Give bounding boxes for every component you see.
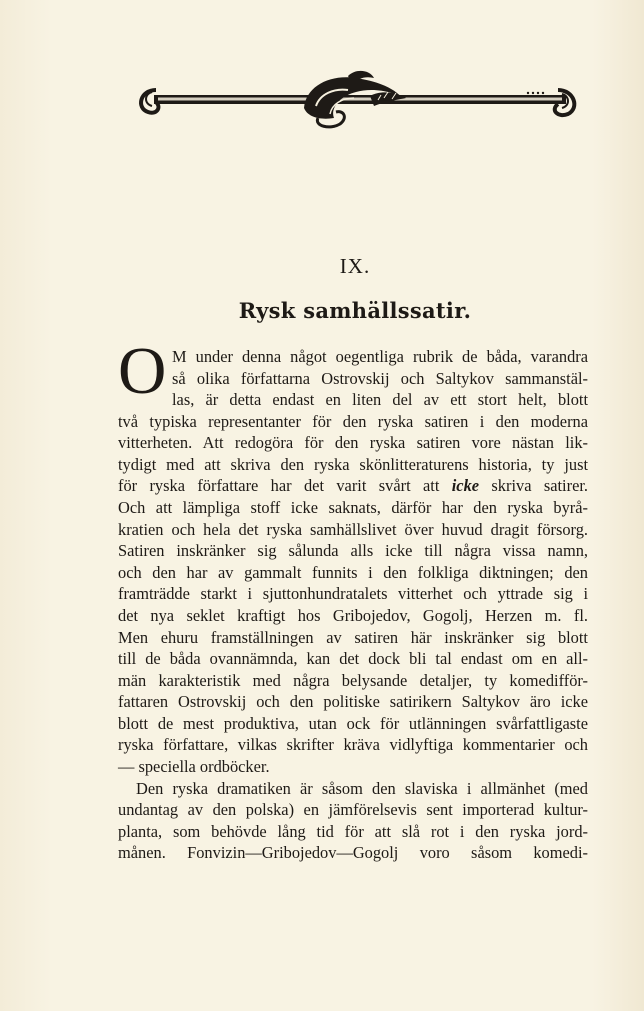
- text-line: framträdde starkt i sjuttonhundratalets vitterhet och yttrade sig i: [118, 584, 588, 603]
- text-line: för ryska författare har det varit svårt att icke skriva satirer.: [118, 476, 588, 495]
- drop-cap-letter: O: [118, 334, 167, 408]
- text-line: ryska författare, vilkas skrifter kräva vidlyftiga kommentarier och: [118, 735, 588, 754]
- text-line: två typiska representanter för den ryska satiren i den moderna: [118, 412, 588, 431]
- text-line: las, är detta endast en liten del av ett stort helt, blott: [172, 390, 588, 409]
- text-line: till de båda ovannämnda, kan det dock bli tal endast om en all-: [118, 649, 588, 668]
- text-line: det nya seklet kraftigt hos Gribojedov, Gogolj, Herzen m. fl.: [118, 606, 588, 625]
- decorative-header-ornament: [134, 68, 580, 130]
- text-line: Men ehuru framställningen av satiren här inskränker sig blott: [118, 628, 588, 647]
- text-line: tydigt med att skriva den ryska skönlitteraturens historia, ty just: [118, 455, 588, 474]
- text-line: Och att lämpliga stoff icke saknats, därför har den ryska byrå-: [118, 498, 588, 517]
- text-line: planta, som behövde lång tid för att slå rot i den ryska jord-: [118, 822, 588, 841]
- text-line: månen. Fonvizin—Gribojedov—Gogolj voro såsom komedi-: [118, 843, 588, 862]
- text-line: fattaren Ostrovskij och den politiske satirikern Saltykov äro icke: [118, 692, 588, 711]
- text-line: Satiren inskränker sig sålunda alls icke till några vissa namn,: [118, 541, 588, 560]
- chapter-title: Rysk samhällssatir.: [238, 298, 472, 323]
- text-line: M under denna något oegentliga rubrik de båda, varandra: [172, 347, 588, 366]
- text-line: — speciella ordböcker.: [118, 757, 270, 776]
- text-line: och den har av gammalt funnits i den folkliga diktningen; den: [118, 563, 588, 582]
- chapter-number: IX.: [339, 254, 371, 278]
- text-line: blott de mest produktiva, utan ock för utlänningen svårfattligaste: [118, 714, 588, 733]
- emphasized-word: icke: [451, 476, 480, 495]
- text-line: så olika författarna Ostrovskij och Saltykov sammanstäl-: [172, 369, 588, 388]
- text-line: män karakteristik med några belysande detaljer, ty komedifför-: [118, 671, 588, 690]
- text-line: kratien och hela det ryska samhällslivet över huvud dragit försorg.: [118, 520, 588, 539]
- text-line: Den ryska dramatiken är såsom den slaviska i allmänhet (med: [136, 779, 588, 798]
- text-line: undantag av den polska) en jämförelsevis sent importerad kultur-: [118, 800, 588, 819]
- text-line: vitterheten. Att redogöra för den ryska satiren vore nästan lik-: [118, 433, 588, 452]
